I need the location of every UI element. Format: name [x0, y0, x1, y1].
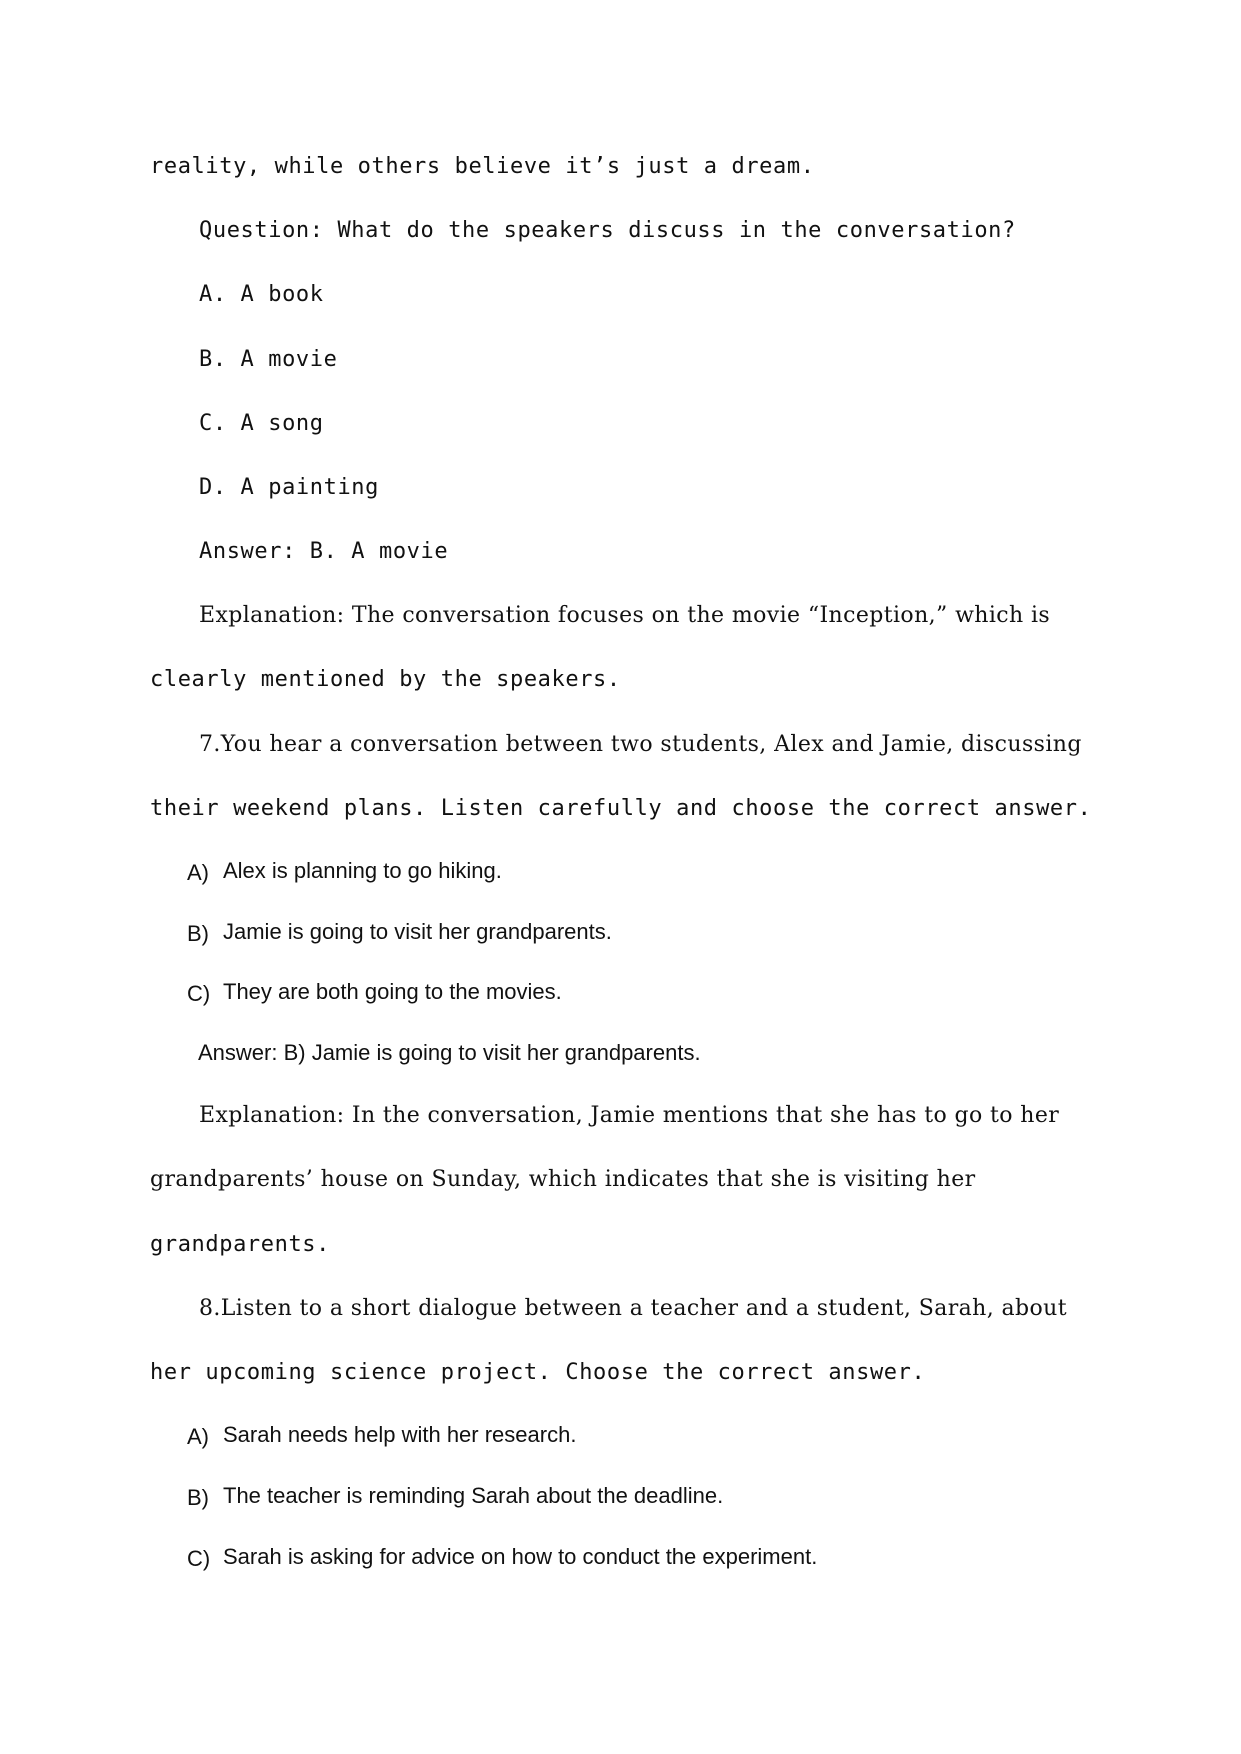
- q6-option-a: A. A book: [199, 282, 324, 307]
- q6-explanation-line-2: clearly mentioned by the speakers.: [150, 667, 621, 692]
- q8-stem-line-2: her upcoming science project. Choose the correct answer.: [150, 1360, 926, 1385]
- q7-answer: Answer: B) Jamie is going to visit her grandparents.: [198, 1040, 701, 1065]
- q6-option-b: B. A movie: [199, 347, 338, 372]
- q7-explanation-line-2: grandparents’ house on Sunday, which indicates that she is visiting her: [150, 1167, 976, 1192]
- q6-question: Question: What do the speakers discuss in the conversation?: [199, 218, 1016, 243]
- q6-option-c: C. A song: [199, 411, 324, 436]
- q8-option-b-text: The teacher is reminding Sarah about the deadline.: [223, 1483, 724, 1508]
- paragraph-continuation: reality, while others believe it’s just a dream.: [150, 154, 815, 179]
- q7-option-b-letter: B): [187, 921, 209, 946]
- q7-option-a-letter: A): [187, 860, 209, 885]
- q7-option-c-letter: C): [187, 981, 211, 1006]
- q8-option-a-text: Sarah needs help with her research.: [223, 1422, 577, 1447]
- q6-answer: Answer: B. A movie: [199, 539, 449, 564]
- q7-option-c-text: They are both going to the movies.: [223, 979, 562, 1004]
- q8-option-c-letter: C): [187, 1546, 211, 1571]
- q7-option-a-text: Alex is planning to go hiking.: [223, 858, 502, 883]
- q7-stem-line-1: 7.You hear a conversation between two students, Alex and Jamie, discussing: [199, 732, 1082, 757]
- q8-option-c-text: Sarah is asking for advice on how to conduct the experiment.: [223, 1544, 818, 1569]
- q7-option-b-text: Jamie is going to visit her grandparents.: [223, 919, 612, 944]
- q6-explanation-line-1: Explanation: The conversation focuses on the movie “Inception,” which is: [199, 603, 1051, 628]
- q7-stem-line-2: their weekend plans. Listen carefully and choose the correct answer.: [150, 796, 1092, 821]
- q8-option-b-letter: B): [187, 1485, 209, 1510]
- q7-explanation-line-3: grandparents.: [150, 1232, 330, 1257]
- q7-explanation-line-1: Explanation: In the conversation, Jamie mentions that she has to go to her: [199, 1103, 1060, 1128]
- q6-option-d: D. A painting: [199, 475, 379, 500]
- q8-option-a-letter: A): [187, 1424, 209, 1449]
- q8-stem-line-1: 8.Listen to a short dialogue between a teacher and a student, Sarah, about: [199, 1296, 1067, 1321]
